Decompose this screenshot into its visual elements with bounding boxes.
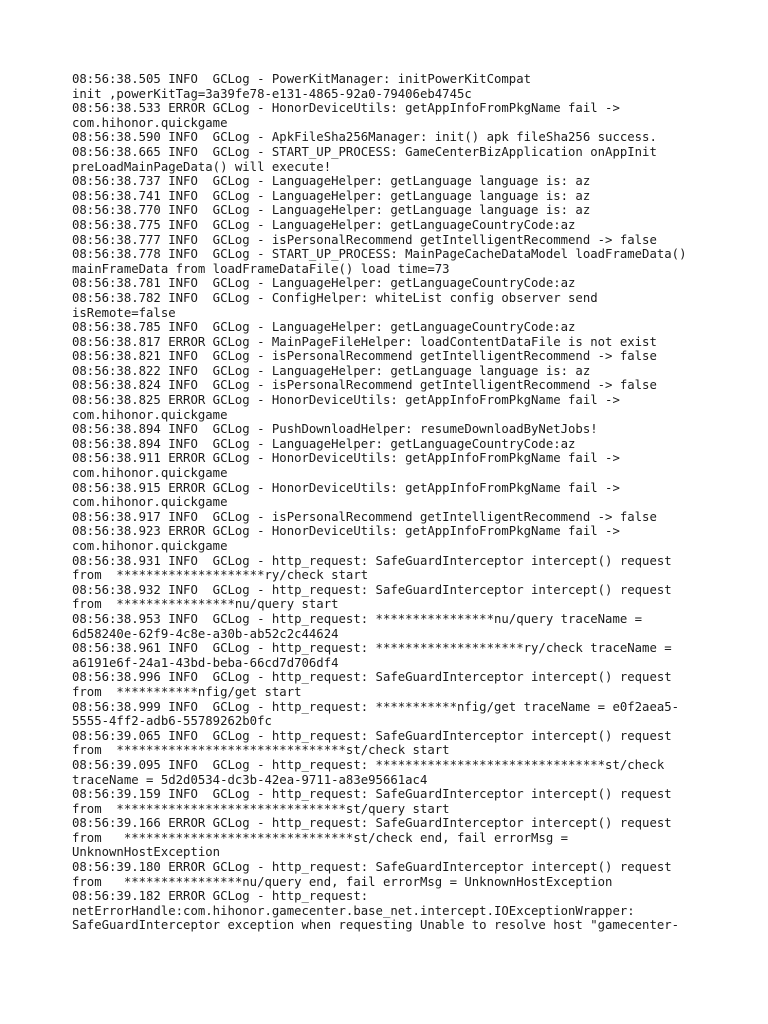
log-line: 08:56:38.665 INFO GCLog - START_UP_PROCESS: GameCenterBizApplication onAppInit — [72, 144, 657, 159]
log-line: 08:56:38.825 ERROR GCLog - HonorDeviceUtils: getAppInfoFromPkgName fail -> — [72, 393, 620, 408]
log-line: 08:56:39.166 ERROR GCLog - http_request: SafeGuardInterceptor intercept() request — [72, 816, 672, 831]
log-line: com.hihonor.quickgame — [72, 539, 228, 553]
log-line: 08:56:38.778 INFO GCLog - START_UP_PROCESS: MainPageCacheDataModel loadFrameData() — [72, 247, 687, 262]
log-line: com.hihonor.quickgame — [72, 407, 228, 422]
log-line: from *******************************st/check start — [72, 743, 450, 758]
log-line: from ********************ry/check start — [72, 568, 369, 583]
log-line: 08:56:38.917 INFO GCLog - isPersonalRecommend getIntelligentRecommend -> false — [72, 509, 657, 524]
log-line: from ***********nfig/get start — [72, 684, 302, 699]
log-line: 08:56:38.961 INFO GCLog - http_request: ********************ry/check traceName = — [72, 641, 672, 656]
log-line: UnknownHostException — [72, 845, 221, 860]
log-line: a6191e6f-24a1-43bd-beba-66cd7d706df4 — [72, 655, 339, 670]
log-line: from ****************nu/query end, fail errorMsg = UnknownHostException — [72, 874, 613, 889]
log-line: 08:56:38.741 INFO GCLog - LanguageHelper: getLanguage language is: az — [72, 188, 591, 203]
log-line: 08:56:38.923 ERROR GCLog - HonorDeviceUtils: getAppInfoFromPkgName fail -> — [72, 524, 620, 539]
log-line: 08:56:38.996 INFO GCLog - http_request: SafeGuardInterceptor intercept() request — [72, 670, 672, 685]
log-line: mainFrameData from loadFrameDataFile() load time=73 — [72, 261, 450, 276]
log-line: 08:56:38.775 INFO GCLog - LanguageHelper: getLanguageCountryCode:az — [72, 217, 576, 232]
log-line: netErrorHandle:com.hihonor.gamecenter.base_net.intercept.IOExceptionWrapper: — [72, 903, 635, 918]
log-line: 08:56:38.782 INFO GCLog - ConfigHelper: whiteList config observer send — [72, 290, 598, 305]
log-line: 08:56:38.505 INFO GCLog - PowerKitManager: initPowerKitCompat — [72, 72, 532, 86]
log-line: 08:56:38.533 ERROR GCLog - HonorDeviceUtils: getAppInfoFromPkgName fail -> — [72, 101, 620, 116]
log-line: 08:56:39.159 INFO GCLog - http_request: SafeGuardInterceptor intercept() request — [72, 787, 672, 802]
log-line: 08:56:39.095 INFO GCLog - http_request: *******************************st/check — [72, 757, 665, 772]
log-line: 08:56:38.817 ERROR GCLog - MainPageFileHelper: loadContentDataFile is not exist — [72, 334, 657, 349]
log-line: from *******************************st/check end, fail errorMsg = — [72, 830, 569, 845]
log-line: traceName = 5d2d0534-dc3b-42ea-9711-a83e95661ac4 — [72, 772, 428, 787]
log-line: 08:56:38.931 INFO GCLog - http_request: SafeGuardInterceptor intercept() request — [72, 553, 672, 568]
log-line: 08:56:38.770 INFO GCLog - LanguageHelper: getLanguage language is: az — [72, 203, 591, 218]
log-line: from ****************nu/query start — [72, 597, 339, 612]
log-line: 08:56:38.911 ERROR GCLog - HonorDeviceUtils: getAppInfoFromPkgName fail -> — [72, 451, 620, 466]
log-line: 6d58240e-62f9-4c8e-a30b-ab52c2c44624 — [72, 626, 339, 641]
log-line: com.hihonor.quickgame — [72, 466, 228, 481]
log-line: 08:56:38.932 INFO GCLog - http_request: SafeGuardInterceptor intercept() request — [72, 582, 672, 597]
log-line: 08:56:38.781 INFO GCLog - LanguageHelper: getLanguageCountryCode:az — [72, 276, 576, 291]
log-line: 08:56:38.821 INFO GCLog - isPersonalRecommend getIntelligentRecommend -> false — [72, 349, 657, 364]
log-line: 08:56:38.824 INFO GCLog - isPersonalRecommend getIntelligentRecommend -> false — [72, 378, 657, 393]
log-line: isRemote=false — [72, 305, 176, 320]
log-line: com.hihonor.quickgame — [72, 115, 228, 130]
log-line: 08:56:38.894 INFO GCLog - PushDownloadHelper: resumeDownloadByNetJobs! — [72, 422, 598, 437]
log-line: 08:56:39.065 INFO GCLog - http_request: SafeGuardInterceptor intercept() request — [72, 728, 672, 743]
log-line: 5555-4ff2-adb6-55789262b0fc — [72, 714, 272, 729]
log-line: 08:56:39.180 ERROR GCLog - http_request: SafeGuardInterceptor intercept() request — [72, 860, 672, 875]
log-line: 08:56:38.737 INFO GCLog - LanguageHelper: getLanguage language is: az — [72, 174, 591, 189]
log-line: 08:56:38.999 INFO GCLog - http_request: ***********nfig/get traceName = e0f2aea5- — [72, 699, 680, 714]
log-line: SafeGuardInterceptor exception when requesting Unable to resolve host "gamecenter- — [72, 918, 680, 933]
log-line: 08:56:38.915 ERROR GCLog - HonorDeviceUtils: getAppInfoFromPkgName fail -> — [72, 480, 620, 495]
log-line: 08:56:38.822 INFO GCLog - LanguageHelper: getLanguage language is: az — [72, 363, 591, 378]
log-line: 08:56:39.182 ERROR GCLog - http_request: — [72, 889, 369, 904]
log-line: init ,powerKitTag=3a39fe78-e131-4865-92a0-79406eb4745c — [72, 86, 472, 101]
log-line: 08:56:38.894 INFO GCLog - LanguageHelper: getLanguageCountryCode:az — [72, 436, 576, 451]
log-line: 08:56:38.785 INFO GCLog - LanguageHelper: getLanguageCountryCode:az — [72, 320, 576, 335]
log-line: 08:56:38.777 INFO GCLog - isPersonalRecommend getIntelligentRecommend -> false — [72, 232, 657, 247]
log-line: 08:56:38.953 INFO GCLog - http_request: ****************nu/query traceName = — [72, 611, 643, 626]
log-line: 08:56:38.590 INFO GCLog - ApkFileSha256Manager: init() apk fileSha256 success. — [72, 130, 657, 145]
log-document — [72, 72, 702, 933]
log-line: preLoadMainPageData() will execute! — [72, 159, 332, 174]
log-line: com.hihonor.quickgame — [72, 495, 228, 510]
log-line: from *******************************st/query start — [72, 801, 450, 816]
